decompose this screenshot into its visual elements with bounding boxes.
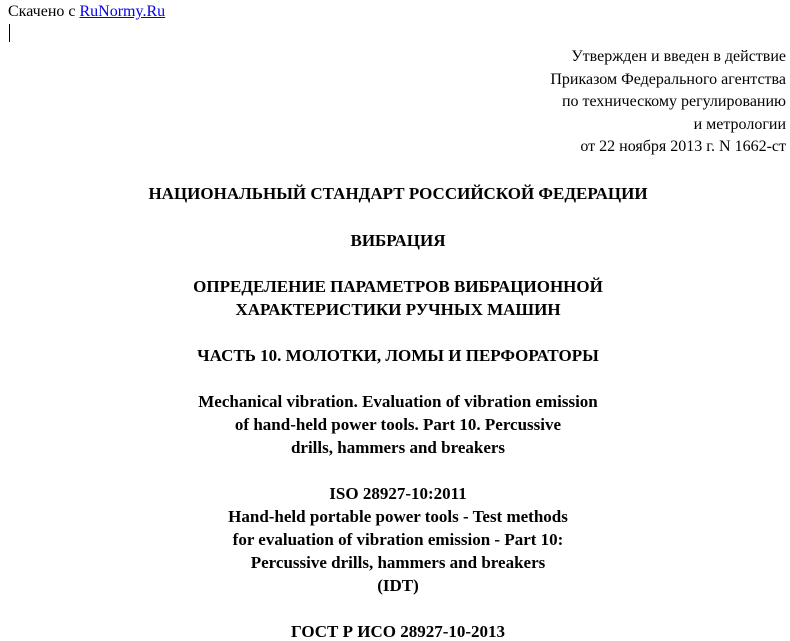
standard-heading-text: НАЦИОНАЛЬНЫЙ СТАНДАРТ РОССИЙСКОЙ ФЕДЕРАЦИИ — [148, 184, 648, 203]
approval-line: от 22 ноября 2013 г. N 1662-ст — [580, 138, 786, 155]
standard-topic-text: ВИБРАЦИЯ — [350, 231, 446, 250]
standard-title — [0, 275, 790, 321]
title-line: ОПРЕДЕЛЕНИЕ ПАРАМЕТРОВ ВИБРАЦИОННОЙ — [193, 277, 603, 296]
iso-line: Percussive drills, hammers and breakers — [250, 553, 546, 572]
approval-line: по техническому регулированию — [561, 93, 786, 110]
iso-line: for evaluation of vibration emission - Part 10: — [232, 530, 564, 549]
gost-code-text: ГОСТ Р ИСО 28927-10-2013 — [290, 622, 506, 641]
iso-block — [0, 482, 790, 597]
runormy-link[interactable]: RuNormy.Ru — [79, 3, 166, 20]
iso-line: (IDT) — [377, 576, 419, 595]
gost-code — [0, 620, 790, 641]
english-title — [0, 390, 790, 459]
english-title-line: Mechanical vibration. Evaluation of vibration emission — [198, 392, 598, 411]
approval-line: Приказом Федерального агентства — [550, 70, 786, 88]
text-cursor — [9, 24, 10, 42]
approval-block — [550, 46, 786, 159]
approval-line: и метрологии — [693, 115, 786, 133]
title-line: ХАРАКТЕРИСТИКИ РУЧНЫХ МАШИН — [235, 300, 561, 319]
iso-line: Hand-held portable power tools - Test methods — [228, 507, 568, 526]
iso-code: ISO 28927-10:2011 — [329, 484, 467, 503]
part-text: ЧАСТЬ 10. МОЛОТКИ, ЛОМЫ И ПЕРФОРАТОРЫ — [197, 346, 599, 365]
standard-heading — [0, 182, 790, 205]
source-line — [8, 2, 165, 22]
standard-topic — [0, 229, 790, 252]
english-title-line: drills, hammers and breakers — [290, 438, 506, 457]
source-prefix: Скачено с — [8, 3, 80, 20]
english-title-line: of hand-held power tools. Part 10. Percussive — [234, 415, 562, 434]
standard-part — [0, 344, 790, 367]
approval-line: Утвержден и введен в действие — [571, 48, 786, 65]
